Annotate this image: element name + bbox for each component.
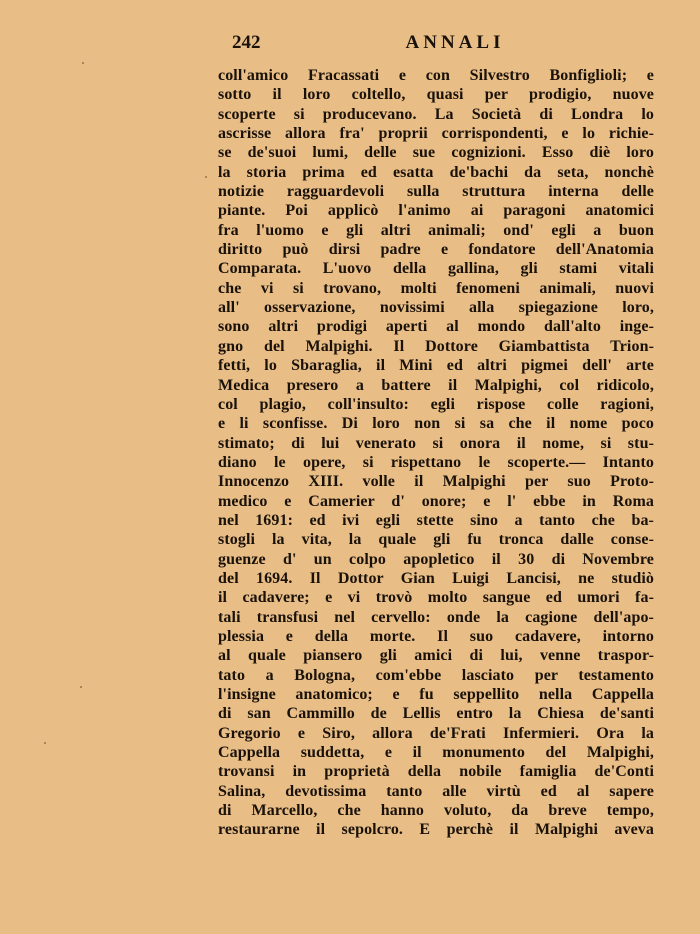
text-line: diritto può dirsi padre e fondatore dell'Anatomia <box>218 241 654 259</box>
text-line: tato a Bologna, com'ebbe lasciato per testamento <box>218 666 654 684</box>
text-line: restaurarne il sepolcro. E perchè il Malpighi aveva <box>218 821 654 839</box>
text-line: diano le opere, si rispettano le scoperte.— Intanto <box>218 453 654 471</box>
text-line: tali transfusi nel cervello: onde la cagione dell'apo- <box>218 608 654 626</box>
text-line: e li sconfisse. Di loro non si sa che il nome poco <box>218 415 654 433</box>
text-line: scoperte si producevano. La Società di Londra lo <box>218 105 654 123</box>
text-line: sotto il loro coltello, quasi per prodigio, nuove <box>218 86 654 104</box>
text-line: col plagio, coll'insulto: egli rispose colle ragioni, <box>218 395 654 413</box>
text-line: ascrisse allora fra' proprii corrispondenti, e lo richie- <box>218 125 654 143</box>
page-header <box>218 32 652 58</box>
print-speck <box>205 176 207 178</box>
print-speck <box>80 686 82 688</box>
page-number: 242 <box>232 32 261 53</box>
text-line: Medica presero a battere il Malpighi, col ridicolo, <box>218 376 654 394</box>
text-line: Comparata. L'uovo della gallina, gli stami vitali <box>218 260 654 278</box>
text-line: plessia e della morte. Il suo cadavere, intorno <box>218 627 654 645</box>
text-line: medico e Camerier d' onore; e l' ebbe in Roma <box>218 492 654 510</box>
text-line: guenze d' un colpo apopletico il 30 di Novembre <box>218 550 654 568</box>
text-line: notizie ragguardevoli sulla struttura interna delle <box>218 183 654 201</box>
text-line: l'insigne anatomico; e fu seppellito nella Cappella <box>218 686 654 703</box>
text-line: stogli la vita, la quale gli fu tronca dalle conse- <box>218 531 654 549</box>
text-line: Gregorio e Siro, allora de'Frati Infermieri. Ora la <box>218 724 654 742</box>
text-line: stimato; di lui venerato si onora il nome, si stu- <box>218 434 654 452</box>
body-text <box>218 66 654 840</box>
text-line: fra l'uomo e gli altri animali; ond' egli a buon <box>218 221 654 239</box>
text-line: all' osservazione, novissimi alla spiegazione loro, <box>218 299 654 317</box>
print-speck <box>44 742 46 744</box>
text-line: gno del Malpighi. Il Dottore Giambattista Trion- <box>218 337 654 355</box>
print-speck <box>82 62 84 64</box>
text-line: del 1694. Il Dottor Gian Luigi Lancisi, ne studiò <box>218 569 654 587</box>
text-line: di san Cammillo de Lellis entro la Chiesa de'santi <box>218 705 654 723</box>
text-line: piante. Poi applicò l'animo ai paragoni anatomici <box>218 202 654 220</box>
text-line: Salina, devotissima tanto alle virtù ed al sapere <box>218 782 654 800</box>
text-line: al quale piansero gli amici di lui, venne traspor- <box>218 647 654 665</box>
text-line: se de'suoi lumi, delle sue cognizioni. Esso diè loro <box>218 144 654 162</box>
text-line: il cadavere; e vi trovò molto sangue ed umori fa- <box>218 589 654 607</box>
text-line: nel 1691: ed ivi egli stette sino a tanto che ba- <box>218 511 654 529</box>
text-line: sono altri prodigi aperti al mondo dall'alto inge- <box>218 318 654 336</box>
text-line: di Marcello, che hanno voluto, da breve tempo, <box>218 802 654 820</box>
text-line: fetti, lo Sbaraglia, il Mini ed altri pigmei dell' arte <box>218 357 654 375</box>
running-title: ANNALI <box>405 32 505 53</box>
text-line: Innocenzo XIII. volle il Malpighi per suo Proto- <box>218 473 654 491</box>
text-line: coll'amico Fracassati e con Silvestro Bonfiglioli; e <box>218 67 654 84</box>
text-line: che vi si trovano, molti fenomeni animali, nuovi <box>218 279 654 297</box>
text-line: Cappella suddetta, e il monumento del Malpighi, <box>218 744 654 762</box>
text-line: la storia prima ed esatta de'bachi da seta, nonchè <box>218 163 654 181</box>
text-line: trovansi in proprietà della nobile famiglia de'Conti <box>218 763 654 781</box>
